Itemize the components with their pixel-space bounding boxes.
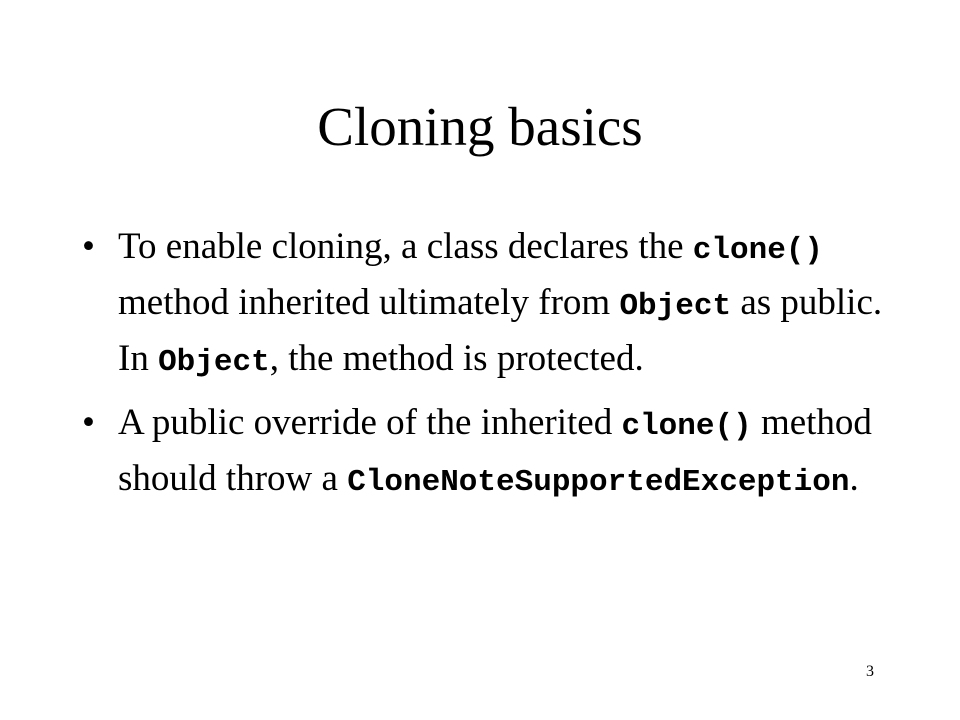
bullet-text: method inherited ultimately from <box>118 282 620 323</box>
bullet-item-enable-cloning <box>82 221 892 389</box>
page-number: 3 <box>866 663 874 680</box>
code-object-class: Object <box>619 289 732 324</box>
bullet-list <box>82 221 892 517</box>
bullet-text: method should throw a <box>118 402 872 499</box>
bullet-item-public-override <box>82 397 892 509</box>
slide-title: Cloning basics <box>317 96 643 157</box>
bullet-text: . <box>849 458 859 499</box>
code-object-class: Object <box>158 345 270 380</box>
code-exception-name: CloneNoteSupportedException <box>347 465 850 500</box>
bullet-text: , the method is protected. <box>269 338 644 379</box>
code-clone-method: clone() <box>621 409 752 444</box>
bullet-text: To enable cloning, a class declares the <box>118 226 693 267</box>
bullet-text: A public override of the inherited <box>118 402 622 443</box>
bullet-point-icon: • <box>82 402 95 443</box>
code-clone-method: clone() <box>692 233 824 268</box>
bullet-point-icon: • <box>82 226 95 267</box>
bullet-text: as public. In <box>118 282 883 379</box>
